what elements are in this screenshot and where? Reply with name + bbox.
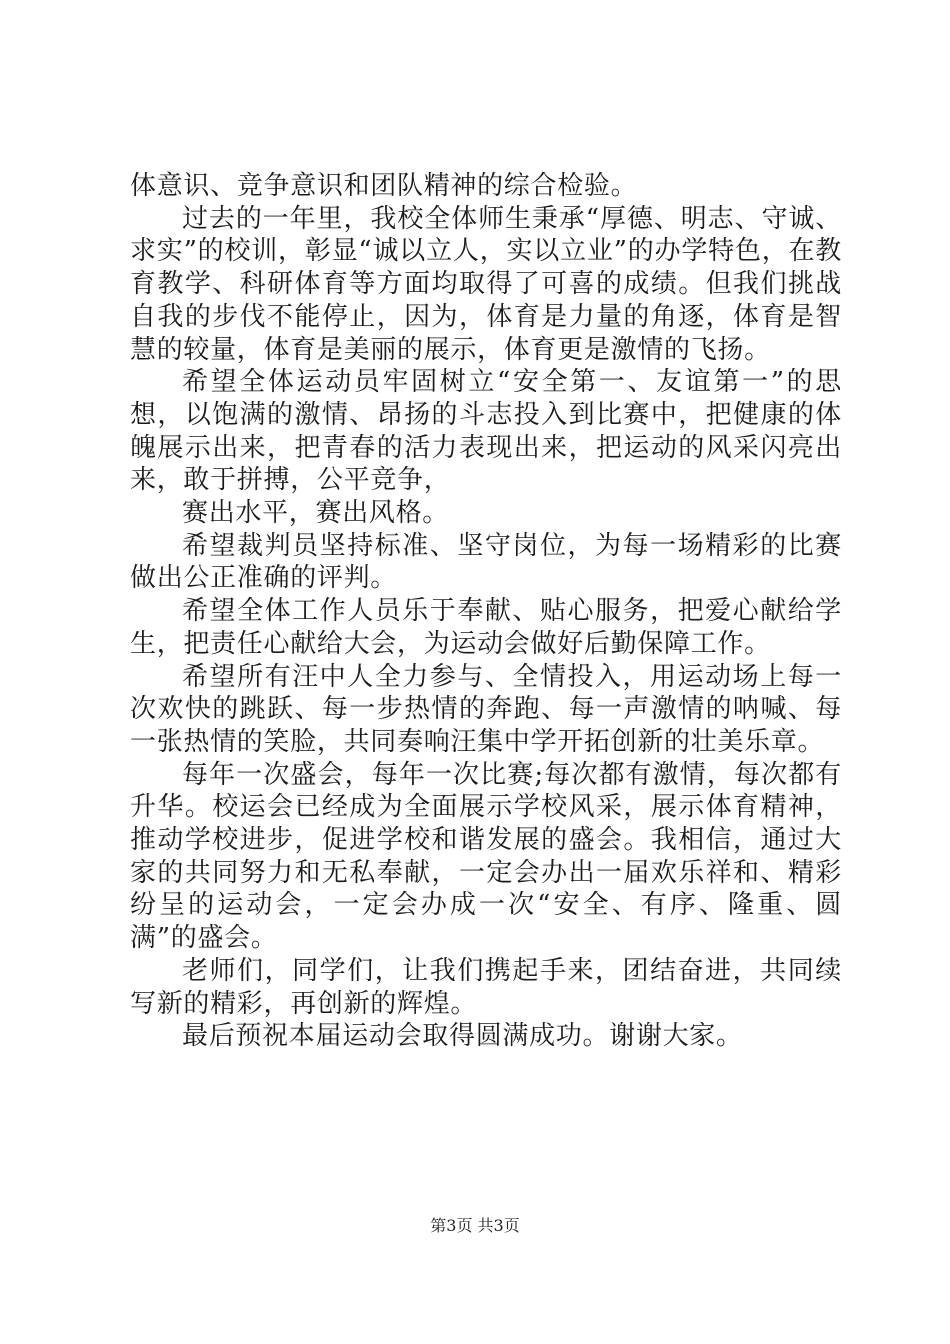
paragraph-past-year: 过去的一年里，我校全体师生秉承“厚德、明志、守诚、求实”的校训，彰显“诚以立人，实以立业”的办学特色，在教育教学、科研体育等方面均取得了可喜的成绩。但我们挑战自我的步伐不能停止，因为，体育是力量的角逐，体育是智慧的较量，体育是美丽的展示，体育更是激情的飞扬。 bbox=[130, 203, 842, 365]
paragraph-athletes: 希望全体运动员牢固树立“安全第一、友谊第一”的思想，以饱满的激情、昂扬的斗志投入到比赛中，把健康的体魄展示出来，把青春的活力表现出来，把运动的风采闪亮出来，敢于拼搏，公平竞争， bbox=[130, 367, 842, 496]
paragraph-annual-event: 每年一次盛会，每年一次比赛;每次都有激情，每次都有升华。校运会已经成为全面展示学校风采，展示体育精神，推动学校进步，促进学校和谐发展的盛会。我相信，通过大家的共同努力和无私奉献，一定会办出一届欢乐祥和、精彩纷呈的运动会，一定会办成一次“安全、有序、隆重、圆满”的盛会。 bbox=[130, 759, 842, 954]
paragraph-closing: 最后预祝本届运动会取得圆满成功。谢谢大家。 bbox=[182, 1021, 743, 1052]
paragraph-continuation: 体意识、竞争意识和团队精神的综合检验。 bbox=[130, 171, 638, 201]
page-number-footer: 第3页 共3页 bbox=[430, 1216, 520, 1235]
paragraph-all-participants: 希望所有汪中人全力参与、全情投入，用运动场上每一次欢快的跳跃、每一步热情的奔跑、每一声激情的呐喊、每一张热情的笑脸，共同奏响汪集中学开拓创新的壮美乐章。 bbox=[130, 661, 842, 757]
paragraph-staff: 希望全体工作人员乐于奉献、贴心服务，把爱心献给学生，把责任心献给大会，为运动会做好后勤保障工作。 bbox=[130, 596, 842, 659]
document-body bbox=[130, 170, 842, 1053]
paragraph-call-to-action: 老师们，同学们，让我们携起手来，团结奋进，共同续写新的精彩，再创新的辉煌。 bbox=[130, 955, 842, 1019]
paragraph-level-style: 赛出水平，赛出风格。 bbox=[182, 498, 450, 529]
paragraph-referees: 希望裁判员坚持标准、坚守岗位，为每一场精彩的比赛做出公正准确的评判。 bbox=[130, 530, 842, 594]
